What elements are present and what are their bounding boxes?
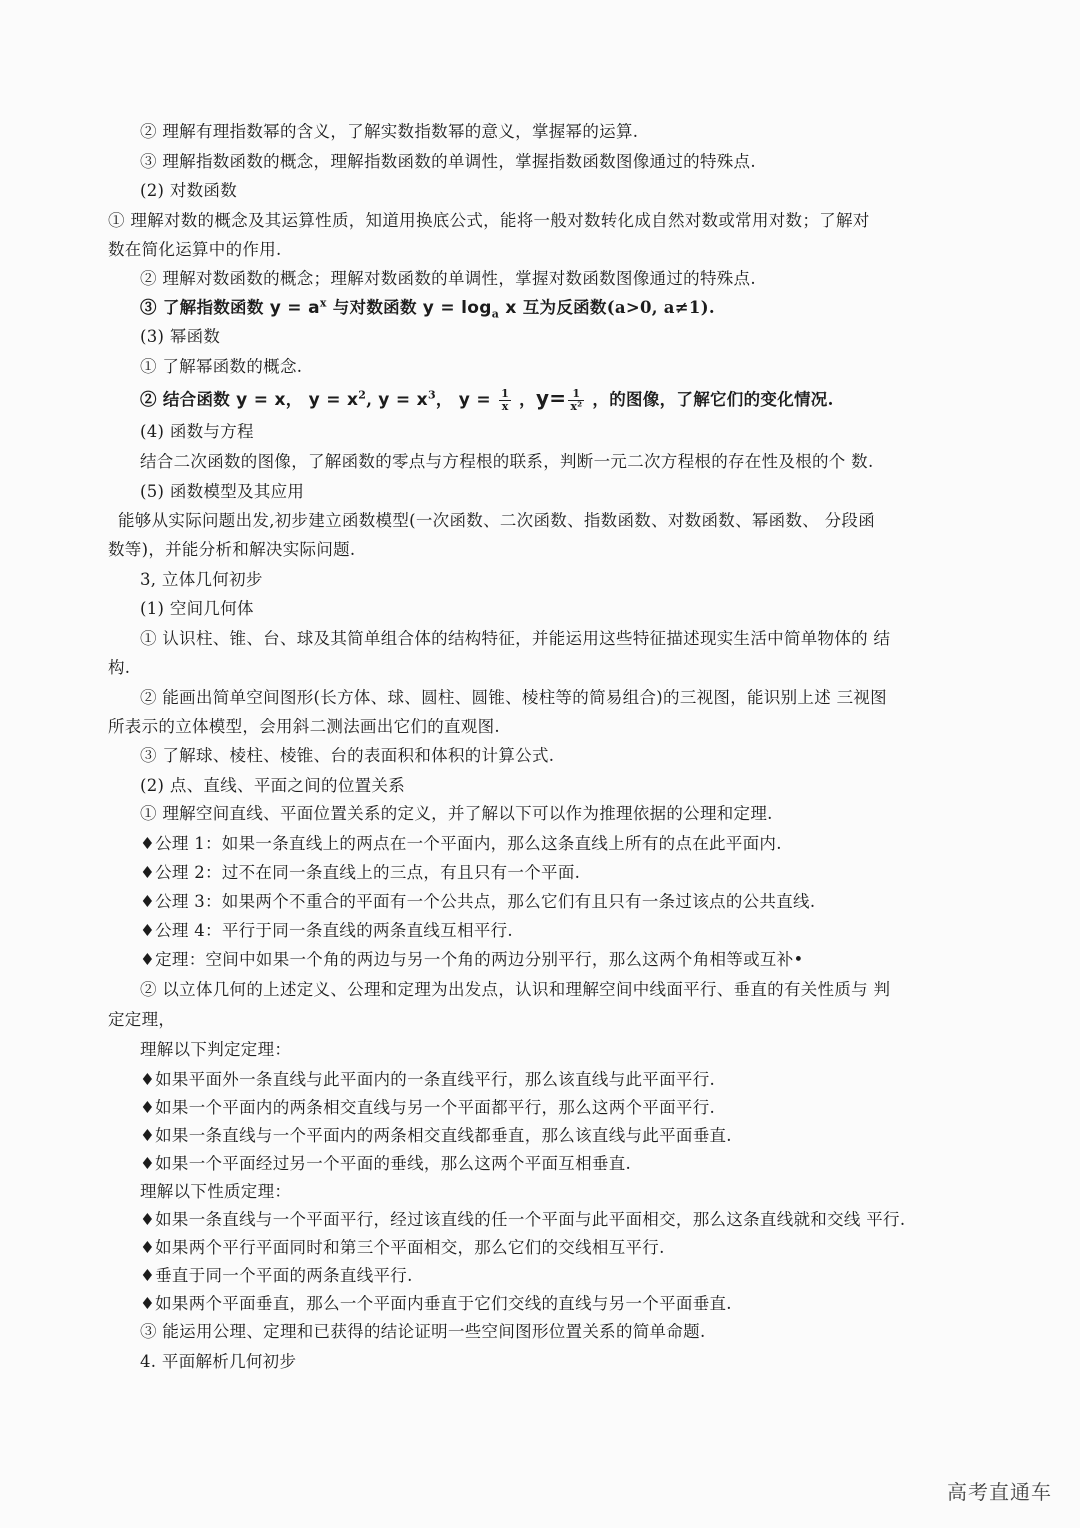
text-line: 定定理，: [108, 1010, 176, 1029]
text-line: 数在简化运算中的作用.: [108, 240, 282, 259]
text-line: 数等)，并能分析和解决实际问题.: [108, 540, 356, 559]
text-line: (2) 对数函数: [140, 181, 238, 200]
text-line: ① 认识柱、锥、台、球及其简单组合体的结构特征，并能运用这些特征描述现实生活中简单物体的 结: [140, 629, 891, 648]
text-line: ③ 能运用公理、定理和已获得的结论证明一些空间图形位置关系的简单命题.: [140, 1322, 706, 1341]
text-line: (3) 幂函数: [140, 327, 221, 346]
text-line: ♦定理：空间中如果一个角的两边与另一个角的两边分别平行，那么这两个角相等或互补•: [140, 950, 804, 969]
text-line: ♦如果一条直线与一个平面内的两条相交直线都垂直，那么该直线与此平面垂直.: [140, 1126, 732, 1145]
text-line: 构.: [108, 658, 131, 677]
text-line: ♦如果平面外一条直线与此平面内的一条直线平行，那么该直线与此平面平行.: [140, 1070, 716, 1089]
text-line: ♦如果一条直线与一个平面平行，经过该直线的任一个平面与此平面相交，那么这条直线就和交线 平行.: [140, 1210, 906, 1229]
text-line: ① 理解空间直线、平面位置关系的定义，并了解以下可以作为推理依据的公理和定理.: [140, 804, 773, 823]
text-line: 所表示的立体模型，会用斜二测法画出它们的直观图.: [108, 717, 500, 736]
text-line: ♦公理 4：平行于同一条直线的两条直线互相平行.: [140, 921, 513, 940]
text-line: ② 理解对数函数的概念；理解对数函数的单调性，掌握对数函数图像通过的特殊点.: [140, 269, 756, 288]
text-line: ♦如果一个平面经过另一个平面的垂线，那么这两个平面互相垂直.: [140, 1154, 632, 1173]
text-line: ② 以立体几何的上述定义、公理和定理为出发点，认识和理解空间中线面平行、垂直的有关性质与 判: [140, 980, 891, 999]
text-line: ♦如果两个平行平面同时和第三个平面相交，那么它们的交线相互平行.: [140, 1238, 665, 1257]
text-line: 理解以下性质定理：: [140, 1182, 292, 1201]
text-line: 理解以下判定定理：: [140, 1040, 292, 1059]
text-line-math-2: ② 结合函数 y = x， $y = x^2$, $y = x^3$， y = $\frac{1}{x}$ ，y= $\frac{1}{\text{x²}}$ ，的图像，了解它们的变化情况.: [140, 386, 834, 413]
text-line: (2) 点、直线、平面之间的位置关系: [140, 776, 406, 795]
text-line: ♦公理 2：过不在同一条直线上的三点，有且只有一个平面.: [140, 863, 581, 882]
text-line: ② 能画出简单空间图形(长方体、球、圆柱、圆锥、棱柱等的简易组合)的三视图，能识别上述 三视图: [140, 688, 887, 707]
text-line: ♦如果一个平面内的两条相交直线与另一个平面都平行，那么这两个平面平行.: [140, 1098, 716, 1117]
fraction-1-over-x-squared: $\frac{1}{\text{x²}}$: [570, 387, 583, 413]
fraction-1-over-x: $\frac{1}{x}$: [501, 387, 510, 413]
text-line: 4. 平面解析几何初步: [140, 1352, 297, 1371]
text-line: ♦如果两个平面垂直，那么一个平面内垂直于它们交线的直线与另一个平面垂直.: [140, 1294, 732, 1313]
text-line: ③ 了解球、棱柱、棱锥、台的表面积和体积的计算公式.: [140, 746, 555, 765]
text-line-math-1: ③ 了解指数函数 $y = a^x$ 与对数函数 $y = \log_a x$ 互为反函数(a>0, a≠1).: [140, 296, 715, 321]
text-line: ① 了解幂函数的概念.: [140, 357, 303, 376]
text-line: ♦公理 3：如果两个不重合的平面有一个公共点，那么它们有且只有一条过该点的公共直线.: [140, 892, 816, 911]
text-line: (5) 函数模型及其应用: [140, 482, 305, 501]
text-line: (1) 空间几何体: [140, 599, 254, 618]
text-line: ♦垂直于同一个平面的两条直线平行.: [140, 1266, 413, 1285]
text-line: ③ 理解指数函数的概念，理解指数函数的单调性，掌握指数函数图像通过的特殊点.: [140, 152, 756, 171]
text-line: 结合二次函数的图像，了解函数的零点与方程根的联系，判断一元二次方程根的存在性及根的个 数.: [140, 452, 874, 471]
text-line: ① 理解对数的概念及其运算性质，知道用换底公式，能将一般对数转化成自然对数或常用对数；了解对: [108, 211, 870, 230]
text-line: (4) 函数与方程: [140, 422, 254, 441]
watermark-text: 高考直通车: [947, 1480, 1052, 1504]
text-line: ♦公理 1：如果一条直线上的两点在一个平面内，那么这条直线上所有的点在此平面内.: [140, 834, 782, 853]
text-line: 3, 立体几何初步: [140, 570, 263, 589]
text-line: 能够从实际问题出发,初步建立函数模型(一次函数、二次函数、指数函数、对数函数、幂函数、 分段函: [118, 511, 876, 530]
text-line: ② 理解有理指数幂的含义，了解实数指数幂的意义，掌握幂的运算.: [140, 122, 639, 141]
